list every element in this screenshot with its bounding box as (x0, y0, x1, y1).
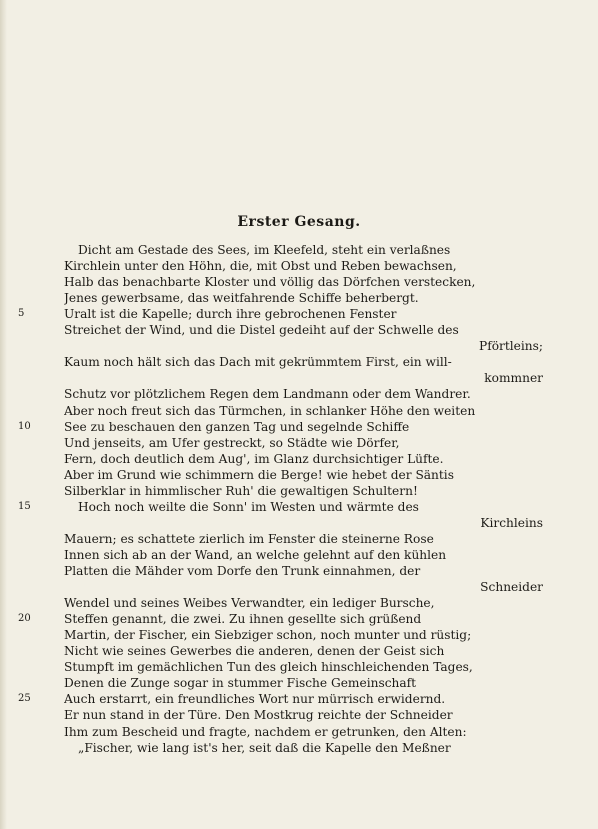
verse-line: Uralt ist die Kapelle; durch ihre gebrochenen Fenster (64, 307, 397, 321)
verse-line: Hoch noch weilte die Sonn' im Westen und wärmte des (78, 500, 419, 514)
verse-line: Ihm zum Bescheid und fragte, nachdem er getrunken, den Alten: (64, 725, 467, 739)
verse-line: „Fischer, wie lang ist's her, seit daß die Kapelle den Meßner (78, 741, 451, 755)
verse-line: Streichet der Wind, und die Distel gedeiht auf der Schwelle des (64, 323, 459, 337)
line-number: 25 (18, 693, 31, 704)
verse-line: Aber noch freut sich das Türmchen, in schlanker Höhe den weiten (64, 404, 476, 418)
verse-line: Kirchlein unter den Höhn, die, mit Obst und Reben bewachsen, (64, 259, 457, 273)
verse-line-continuation: Kirchleins (480, 516, 543, 530)
verse-line: Nicht wie seines Gewerbes die anderen, denen der Geist sich (64, 644, 445, 658)
verse-line: Halb das benachbarte Kloster und völlig das Dörfchen verstecken, (64, 275, 476, 289)
line-number: 5 (18, 308, 25, 319)
verse-line: Aber im Grund wie schimmern die Berge! wie hebet der Säntis (64, 468, 454, 482)
line-number: 20 (18, 613, 31, 624)
verse-line: Stumpft im gemächlichen Tun des gleich hinschleichenden Tages, (64, 660, 473, 674)
page-binding-edge (0, 0, 7, 829)
line-number: 10 (18, 421, 31, 432)
chapter-title: Erster Gesang. (237, 214, 361, 230)
verse-line: Fern, doch deutlich dem Aug', im Glanz durchsichtiger Lüfte. (64, 452, 444, 466)
verse-line: Silberklar in himmlischer Ruh' die gewaltigen Schultern! (64, 484, 418, 498)
verse-line-continuation: Pförtleins; (479, 339, 543, 353)
verse-line: Innen sich ab an der Wand, an welche gelehnt auf den kühlen (64, 548, 447, 562)
verse-line: Wendel und seines Weibes Verwandter, ein lediger Bursche, (64, 596, 435, 610)
verse-line-continuation: kommner (484, 371, 543, 385)
verse-line: Er nun stand in der Türe. Den Mostkrug reichte der Schneider (64, 708, 453, 722)
verse-line: Dicht am Gestade des Sees, im Kleefeld, steht ein verlaßnes (78, 243, 451, 257)
verse-line: Schutz vor plötzlichem Regen dem Landmann oder dem Wandrer. (64, 387, 471, 401)
line-number: 15 (18, 501, 31, 512)
verse-line: Denen die Zunge sogar in stummer Fische Gemeinschaft (64, 676, 417, 690)
verse-line: Platten die Mähder vom Dorfe den Trunk einnahmen, der (64, 564, 421, 578)
verse-line: Jenes gewerbsame, das weitfahrende Schiffe beherbergt. (64, 291, 419, 305)
verse-line: Kaum noch hält sich das Dach mit gekrümmtem First, ein will- (64, 355, 452, 369)
verse-line-continuation: Schneider (480, 580, 543, 594)
verse-line: Martin, der Fischer, ein Siebziger schon, noch munter und rüstig; (64, 628, 472, 642)
verse-line: See zu beschauen den ganzen Tag und segelnde Schiffe (64, 420, 410, 434)
verse-line: Steffen genannt, die zwei. Zu ihnen gesellte sich grüßend (64, 612, 422, 626)
verse-line: Auch erstarrt, ein freundliches Wort nur mürrisch erwidernd. (64, 692, 446, 706)
verse-line: Mauern; es schattete zierlich im Fenster die steinerne Rose (64, 532, 434, 546)
verse-line: Und jenseits, am Ufer gestreckt, so Städte wie Dörfer, (64, 436, 400, 450)
